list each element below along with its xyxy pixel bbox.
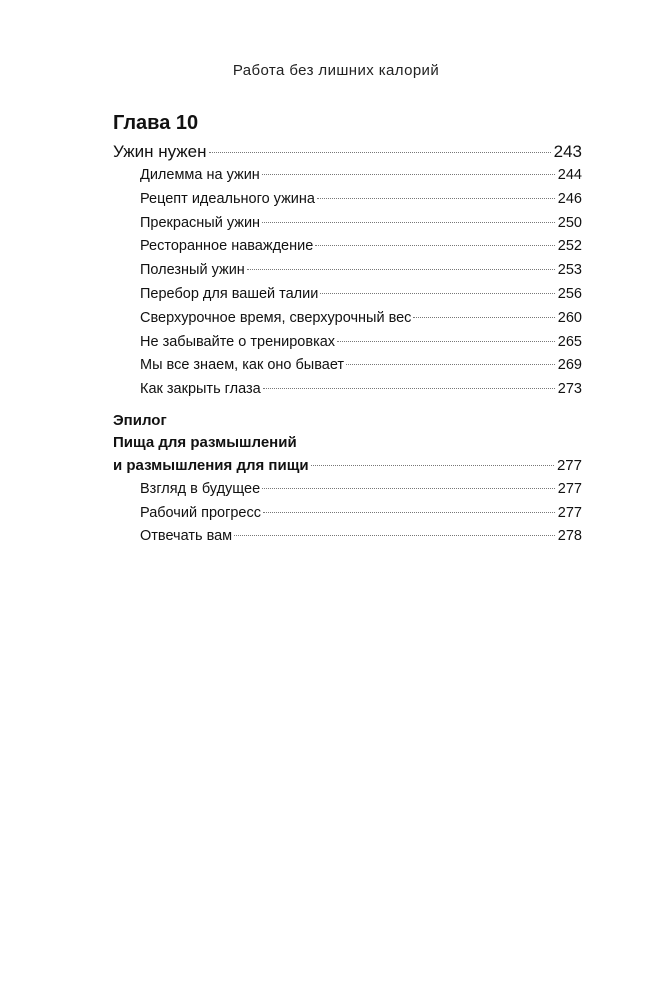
toc-page-number: 243 [553,142,582,161]
toc-page-number: 256 [557,285,582,302]
toc-entry-label: Рецепт идеального ужина [140,190,315,207]
dot-leader [209,152,551,153]
dot-leader [413,317,554,318]
dot-leader [234,535,555,536]
toc-page-number: 277 [557,480,582,497]
toc-entry-label: Рабочий прогресс [140,504,261,521]
toc-entry-label: Дилемма на ужин [140,167,260,183]
toc-entry [113,331,582,355]
toc-page-number: 244 [557,167,582,183]
toc-page-number: 260 [557,309,582,326]
dot-leader [315,245,555,246]
toc-page-number: 273 [557,381,582,398]
toc-page-number: 277 [557,504,582,521]
toc-entry-label: Полезный ужин [140,262,245,279]
table-of-contents [113,110,582,549]
toc-page-number: 265 [557,333,582,350]
toc-entry [113,525,582,549]
epilogue-entries [113,478,582,549]
toc-entry [113,259,582,283]
toc-entry [113,235,582,259]
dot-leader [262,222,555,223]
toc-entry-label: Перебор для вашей талии [140,285,319,302]
dot-leader [263,388,555,389]
toc-entry [113,164,582,188]
toc-entry-label: Мы все знаем, как оно бывает [140,357,345,374]
toc-entry-label: Ужин нужен [113,142,207,161]
toc-page-number: 250 [557,214,582,231]
toc-entry [113,478,582,502]
spacer [113,402,582,410]
toc-page-number: 246 [557,190,582,207]
dot-leader [262,488,555,489]
toc-entry-label: Прекрасный ужин [140,214,261,231]
toc-entry-label: Отвечать вам [140,528,233,545]
toc-entry-main [113,140,582,164]
chapter-title: Глава 10 [113,112,199,134]
toc-entry-label: Как закрыть глаза [140,381,261,398]
running-head: Работа без лишних калорий [232,62,440,79]
dot-leader [263,512,555,513]
toc-entry [113,502,582,526]
dot-leader [311,465,554,466]
toc-entry-label: и размышления для пищи [113,456,309,474]
dot-leader [317,198,555,199]
dot-leader [262,174,555,175]
epilogue-subtitle: Пища для размышлений [113,433,297,451]
toc-entry [113,354,582,378]
dot-leader [337,341,555,342]
toc-entry-main [113,454,582,478]
toc-entry-label: Сверхурочное время, сверхурочный вес [140,309,412,326]
toc-page-number: 252 [557,238,582,255]
toc-entry [113,378,582,402]
dot-leader [320,293,554,294]
toc-page-number: 277 [556,456,582,474]
dot-leader [247,269,555,270]
toc-entry-label: Не забывайте о тренировках [140,333,336,350]
toc-entry-label: Взгляд в будущее [140,480,261,497]
chapter-entries [113,164,582,402]
epilogue-title: Эпилог [113,411,167,429]
toc-entry-label: Ресторанное наваждение [140,238,314,255]
toc-page-number: 278 [557,528,582,545]
toc-entry [113,188,582,212]
dot-leader [346,364,555,365]
toc-page-number: 253 [557,262,582,279]
toc-entry [113,283,582,307]
toc-entry [113,212,582,236]
toc-entry [113,307,582,331]
toc-page-number: 269 [557,357,582,374]
